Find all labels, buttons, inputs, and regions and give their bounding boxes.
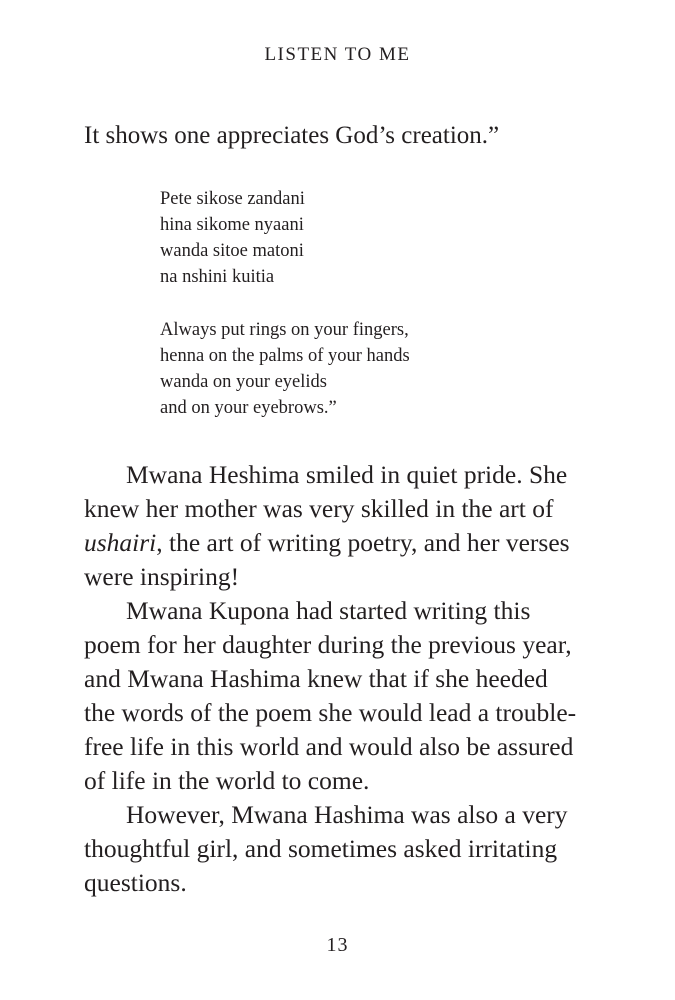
paragraph-line: However, Mwana Hashima was also a very	[126, 800, 568, 829]
opening-line: It shows one appreciates God’s creation.”	[84, 122, 500, 149]
paragraph-line: and Mwana Hashima knew that if she heeded	[84, 664, 548, 693]
paragraph-line: the words of the poem she would lead a trouble-	[84, 698, 577, 727]
stanza-line: wanda on your eyelids	[160, 372, 327, 392]
paragraph-line	[84, 526, 594, 560]
stanza-line: na nshini kuitia	[160, 267, 275, 287]
paragraph-line: of life in the world to come.	[84, 766, 370, 795]
english-stanza	[160, 317, 410, 421]
paragraph-line: poem for her daughter during the previous year,	[84, 630, 572, 659]
italic-term: ushairi	[84, 528, 157, 557]
stanza-line: hina sikome nyaani	[160, 215, 304, 235]
paragraph-line: knew her mother was very skilled in the art of	[84, 494, 554, 523]
body-text	[84, 458, 594, 900]
stanza-line: Always put rings on your fingers,	[160, 320, 409, 340]
paragraph-line: free life in this world and would also be assured	[84, 732, 574, 761]
stanza-line: henna on the palms of your hands	[160, 346, 410, 366]
running-head: LISTEN TO ME	[264, 44, 411, 65]
paragraph-line: were inspiring!	[84, 562, 240, 591]
stanza-line: Pete sikose zandani	[160, 189, 305, 209]
stanza-line: wanda sitoe matoni	[160, 241, 304, 261]
paragraph-line: thoughtful girl, and sometimes asked irritating	[84, 834, 558, 863]
page-number: 13	[326, 934, 349, 956]
stanza-line: and on your eyebrows.”	[160, 398, 337, 418]
paragraph-line: Mwana Kupona had started writing this	[126, 596, 531, 625]
paragraph-line: Mwana Heshima smiled in quiet pride. She	[126, 460, 568, 489]
swahili-stanza	[160, 186, 305, 290]
paragraph-line: questions.	[84, 868, 187, 897]
line-continuation: , the art of writing poetry, and her verses	[156, 528, 570, 557]
